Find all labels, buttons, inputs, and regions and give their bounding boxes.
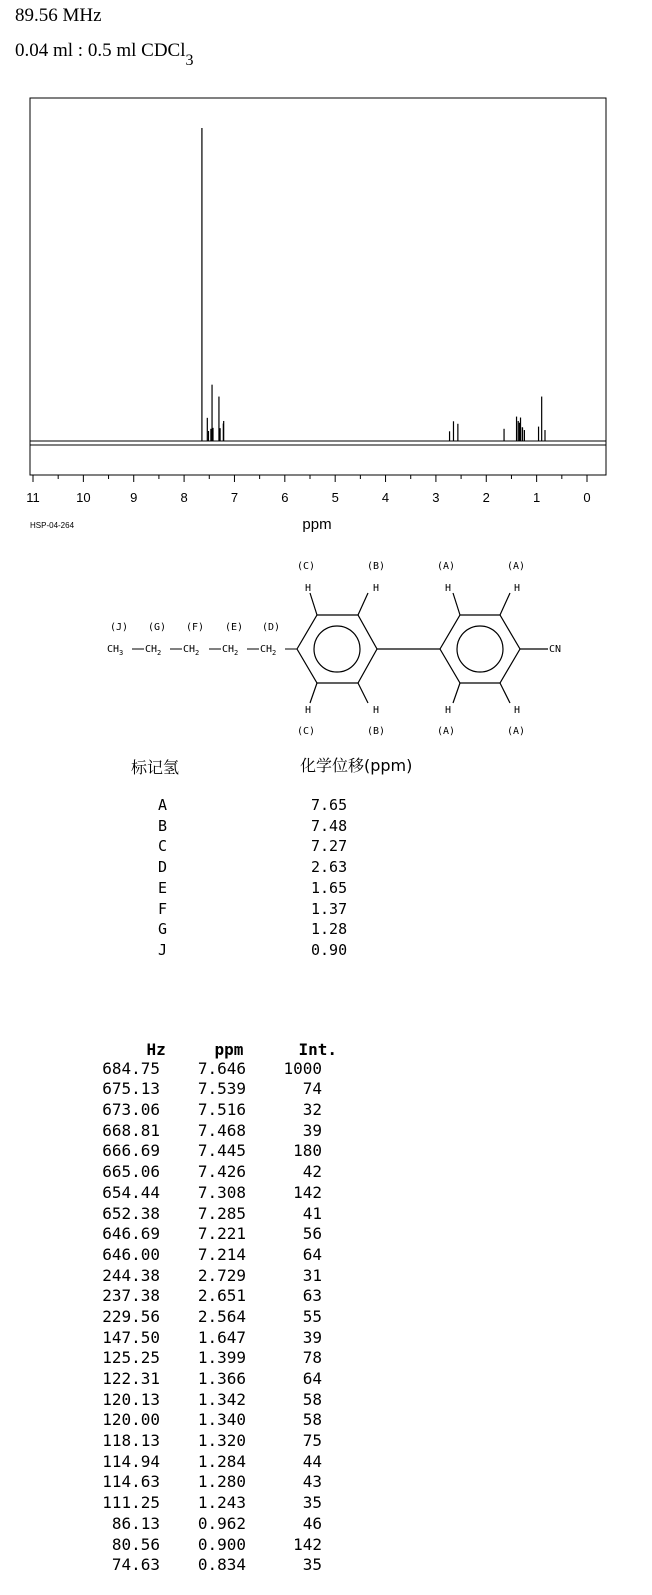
table-row [96,1266,355,1287]
cell-hz: 646.00 [102,1244,160,1264]
h-b-top: H [373,583,380,594]
peak-table-body [96,1059,355,1576]
table-row [96,1183,355,1204]
h-a2-bottom: H [514,705,521,716]
benzene-rings [297,593,548,703]
assignment-label: A [158,796,168,814]
assignment-labels [158,795,167,961]
label-a-bottom: (A) [437,726,456,737]
cell-int: 142 [293,1182,322,1202]
table-row [96,1245,355,1266]
cell-hz: 673.06 [102,1100,160,1120]
cell-ppm: 1.366 [197,1369,246,1388]
cell-int: 39 [302,1327,322,1347]
cell-hz: 118.13 [102,1431,160,1451]
cell-hz: 666.69 [102,1141,160,1161]
assignment-shift-header: 化学位移(ppm) [300,756,413,775]
assignment-shift: 1.37 [311,899,348,918]
table-row [96,1141,355,1162]
assignment-label: G [158,920,168,939]
table-row [96,1162,355,1183]
x-axis [26,475,590,505]
x-tick-label: 2 [482,490,490,505]
sample-label [15,40,194,69]
label-a-top: (A) [437,561,456,572]
table-row [96,1286,355,1307]
group-j [107,644,123,657]
cell-ppm: 7.426 [197,1162,246,1182]
table-row [96,1369,355,1390]
group-d-sub: 2 [272,649,277,657]
table-row [96,1493,355,1514]
cell-ppm: 0.834 [197,1555,246,1575]
cell-ppm: 2.651 [197,1286,246,1306]
ring-right-circle [457,626,503,672]
label-a2-bottom: (A) [507,726,526,737]
assignment-label: B [158,816,168,835]
cell-int: 78 [302,1348,322,1368]
cell-ppm: 0.900 [197,1534,246,1554]
cell-ppm: 0.962 [197,1513,246,1533]
h-b-bottom: H [373,705,380,716]
cell-int: 35 [302,1493,322,1513]
cell-ppm: 7.445 [197,1141,246,1161]
label-a2-top: (A) [507,561,526,572]
h-c-bottom: H [305,705,312,716]
assignment-label: J [158,940,168,959]
cell-int: 43 [302,1472,322,1492]
assignment-shift: 7.48 [311,816,348,835]
cell-hz: 237.38 [102,1286,160,1306]
x-tick-label: 7 [230,490,239,505]
assignment-shift: 7.27 [311,837,348,856]
assignment-shift: 7.65 [311,796,348,814]
cell-int: 180 [293,1141,322,1161]
group-f-sub: 2 [195,649,200,657]
table-row [96,1204,355,1225]
cell-hz: 122.31 [102,1369,160,1388]
cell-ppm: 7.221 [197,1224,246,1244]
assignment-shift: 1.65 [311,878,348,897]
table-row [96,1472,355,1493]
cell-int: 55 [302,1306,322,1326]
x-tick-label: 9 [130,490,138,505]
assignment-shift: 1.28 [311,920,348,939]
cell-hz: 675.13 [102,1079,160,1099]
cell-ppm: 1.342 [197,1389,246,1409]
assignment-label: C [158,837,168,856]
cell-int: 44 [302,1451,322,1471]
cell-hz: 114.63 [102,1472,160,1492]
cell-int: 75 [302,1431,322,1451]
table-row [96,1555,355,1576]
label-b-bottom: (B) [367,726,386,737]
cell-ppm: 7.539 [197,1079,246,1099]
cell-int: 64 [302,1244,322,1264]
cell-hz: 668.81 [102,1120,160,1140]
h-a-top: H [445,583,452,594]
cell-ppm: 1.280 [197,1472,246,1492]
label-d: (D) [262,622,281,633]
table-row [96,1328,355,1349]
cell-int: 42 [302,1162,322,1182]
x-tick-label: 5 [331,490,339,505]
label-f: (F) [186,622,205,633]
cell-ppm: 1.284 [197,1451,246,1471]
x-tick-label: 3 [432,490,440,505]
group-j-sub: 3 [119,649,124,657]
table-row [96,1410,355,1431]
group-g [145,644,161,657]
cell-int: 35 [302,1555,322,1575]
group-f [183,644,199,657]
table-row [96,1224,355,1245]
x-tick-label: 4 [381,490,390,505]
cell-hz: 646.69 [102,1224,160,1244]
label-g: (G) [148,622,167,633]
group-e-text: CH [222,644,235,655]
cell-hz: 125.25 [102,1348,160,1368]
header-ppm: ppm [214,1039,244,1059]
table-row [96,1307,355,1328]
group-e [222,644,238,657]
cell-hz: 80.56 [111,1534,160,1554]
cell-int: 74 [302,1079,322,1099]
cell-hz: 229.56 [102,1306,160,1326]
assignment-shifts [311,795,347,961]
cell-int: 31 [302,1265,322,1285]
cell-hz: 147.50 [102,1327,160,1347]
table-row [96,1121,355,1142]
assignment-shift: 0.90 [311,940,348,959]
table-row [96,1348,355,1369]
x-tick-label: 10 [76,490,91,505]
plot-frame [30,98,606,475]
header-int: Int. [298,1039,338,1059]
label-c-top: (C) [297,561,316,572]
cell-hz: 665.06 [102,1162,160,1182]
cell-ppm: 1.399 [197,1348,246,1368]
cell-ppm: 1.340 [197,1410,246,1430]
ring-left-circle [314,626,360,672]
assignment-label: F [158,899,168,918]
x-tick-label: 11 [26,490,40,505]
peak-table-header [96,1019,355,1059]
cell-int: 58 [302,1410,322,1430]
peak-table [96,1019,355,1576]
x-tick-label: 1 [533,490,541,505]
h-a2-top: H [514,583,521,594]
label-j: (J) [110,622,129,633]
h-c-top: H [305,583,312,594]
cell-int: 39 [302,1120,322,1140]
cell-ppm: 1.243 [197,1493,246,1513]
group-j-text: CH [107,644,120,655]
label-b-top: (B) [367,561,386,572]
cell-int: 46 [302,1513,322,1533]
table-row [96,1390,355,1411]
header-hz: Hz [146,1039,166,1059]
spectrum-code: HSP-04-264 [30,521,75,530]
group-d [260,644,276,657]
nmr-spectrum-chart [0,95,652,540]
cell-ppm: 7.646 [197,1058,246,1078]
cell-int: 58 [302,1389,322,1409]
sample-text: 0.04 ml : 0.5 ml CDCl [15,40,186,61]
h-a-bottom: H [445,705,452,716]
table-row [96,1452,355,1473]
cell-ppm: 7.214 [197,1244,246,1264]
x-tick-label: 6 [281,490,289,505]
cell-ppm: 7.516 [197,1100,246,1120]
group-f-text: CH [183,644,196,655]
assignment-label-header: 标记氢 [131,758,180,777]
cell-ppm: 7.468 [197,1120,246,1140]
group-g-text: CH [145,644,158,655]
cell-hz: 652.38 [102,1203,160,1223]
cell-ppm: 2.564 [197,1306,246,1326]
x-axis-label: ppm [302,516,332,533]
cell-int: 56 [302,1224,322,1244]
table-row [96,1514,355,1535]
table-row [96,1100,355,1121]
label-c-bottom: (C) [297,726,316,737]
table-row [96,1535,355,1556]
group-d-text: CH [260,644,273,655]
cell-hz: 654.44 [102,1182,160,1202]
x-tick-label: 8 [180,490,188,505]
sample-subscript: 3 [185,51,194,69]
cell-hz: 244.38 [102,1265,160,1285]
assignment-label: E [158,878,168,897]
molecule-structure [0,555,652,740]
cell-int: 1000 [283,1058,322,1078]
cell-hz: 114.94 [102,1451,160,1471]
group-e-sub: 2 [234,649,239,657]
table-row [96,1431,355,1452]
cell-ppm: 7.285 [197,1203,246,1223]
cell-ppm: 7.308 [197,1182,246,1202]
cell-hz: 111.25 [102,1493,160,1513]
group-g-sub: 2 [157,649,162,657]
cell-int: 64 [302,1369,322,1388]
ring-right [440,615,520,683]
cell-hz: 120.00 [102,1410,160,1430]
table-row [96,1079,355,1100]
cell-ppm: 1.647 [197,1327,246,1347]
cell-ppm: 1.320 [197,1431,246,1451]
cell-hz: 74.63 [111,1555,160,1575]
table-row [96,1059,355,1080]
cell-int: 63 [302,1286,322,1306]
assignment-label: D [158,858,168,877]
x-tick-label: 0 [583,490,591,505]
frequency-label: 89.56 MHz [15,5,102,26]
cyano-group: CN [549,644,562,655]
ring-left [297,615,377,683]
spectrum-trace [30,128,606,441]
assignment-shift: 2.63 [311,858,348,877]
cell-int: 142 [293,1534,322,1554]
cell-hz: 120.13 [102,1389,160,1409]
cell-ppm: 2.729 [197,1265,246,1285]
label-e: (E) [225,622,244,633]
cell-hz: 86.13 [111,1513,160,1533]
cell-hz: 684.75 [102,1058,160,1078]
cell-int: 32 [302,1100,322,1120]
cell-int: 41 [302,1203,322,1223]
